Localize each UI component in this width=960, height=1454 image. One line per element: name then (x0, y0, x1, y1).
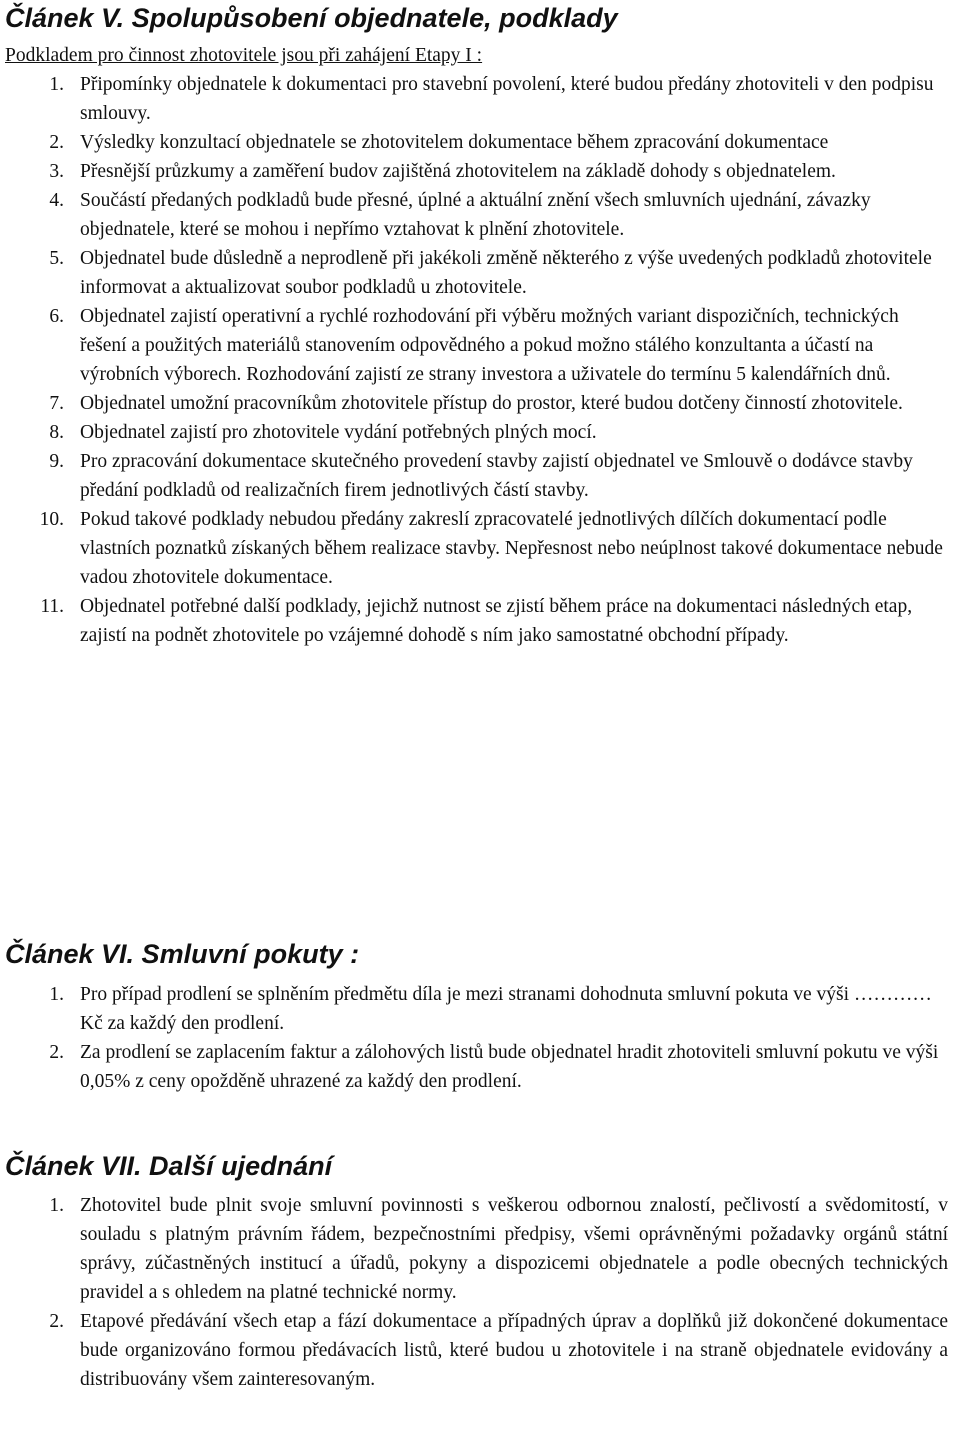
item-number: 11. (40, 596, 64, 617)
article-7-list (0, 1191, 948, 1394)
list-item (0, 592, 948, 650)
list-item (0, 389, 948, 418)
item-text: Zhotovitel bude plnit svoje smluvní povinnosti s veškerou odbornou znalostí, pečlivostí a svědomitostí, v souladu s platným právním řádem, bezpečnostními předpisy, všemi oprávněnými požadavky orgánů státní správy, zúčastněných institucí a úřadů, pokyny a dispozicemi objednatele a podle obecných technických pravidel a s ohledem na platné technické normy. (80, 1195, 948, 1303)
list-item (0, 70, 948, 128)
item-number: 7. (49, 393, 64, 414)
item-number: 2. (49, 132, 64, 153)
item-text: Objednatel zajistí operativní a rychlé rozhodování při výběru možných variant dispozičních, technických řešení a použitých materiálů stanovením odpovědného a pokud možno stálého konzultanta a účastí na výrobních výborech. Rozhodování zajistí ze strany investora a uživatele do termínu 5 kalendářních dnů. (80, 306, 899, 385)
article-5-intro-text: Podkladem pro činnost zhotovitele jsou při zahájení Etapy I : (5, 45, 483, 66)
article-5-list (0, 70, 948, 650)
list-item (0, 505, 948, 592)
item-number: 1. (49, 74, 64, 95)
item-number: 10. (39, 509, 64, 530)
list-item (0, 980, 948, 1038)
item-number: 8. (49, 422, 64, 443)
article-7-heading: Článek VII. Další ujednání (5, 1151, 333, 1181)
article-5-heading: Článek V. Spolupůsobení objednatele, podklady (5, 3, 618, 33)
item-text: Pro případ prodlení se splněním předmětu díla je mezi stranami dohodnuta smluvní pokuta ve výši ………… Kč za každý den prodlení. (80, 984, 932, 1034)
list-item (0, 1307, 948, 1394)
list-item (0, 1191, 948, 1307)
item-text: Objednatel bude důsledně a neprodleně při jakékoli změně některého z výše uvedených podkladů zhotovitele informovat a aktualizovat soubor podkladů u zhotovitele. (80, 248, 932, 298)
list-item (0, 244, 948, 302)
item-number: 2. (49, 1311, 64, 1332)
list-item (0, 157, 948, 186)
item-number: 9. (49, 451, 64, 472)
item-number: 1. (49, 984, 64, 1005)
item-text: Objednatel zajistí pro zhotovitele vydání potřebných plných mocí. (80, 422, 597, 443)
item-text: Etapové předávání všech etap a fází dokumentace a případných úprav a doplňků již dokončené dokumentace bude organizováno formou předávacích listů, které budou u zhotovitele i na straně objednatele evidovány a distribuovány všem zainteresovaným. (80, 1311, 948, 1390)
list-item (0, 418, 948, 447)
item-number: 4. (49, 190, 64, 211)
list-item (0, 447, 948, 505)
item-text: Součástí předaných podkladů bude přesné, úplné a aktuální znění všech smluvních ujednání, závazky objednatele, které se mohou i nepřímo vztahovat k plnění zhotovitele. (80, 190, 871, 240)
item-text: Výsledky konzultací objednatele se zhotovitelem dokumentace během zpracování dokumentace (80, 132, 829, 153)
article-5-intro (5, 41, 482, 70)
article-6-list (0, 980, 948, 1096)
article-6-heading: Článek VI. Smluvní pokuty : (5, 939, 360, 969)
list-item (0, 186, 948, 244)
item-number: 5. (49, 248, 64, 269)
item-text: Připomínky objednatele k dokumentaci pro stavební povolení, které budou předány zhotoviteli v den podpisu smlouvy. (80, 74, 934, 124)
item-text: Objednatel potřebné další podklady, jejichž nutnost se zjistí během práce na dokumentaci následných etap, zajistí na podnět zhotovitele po vzájemné dohodě s ním jako samostatné obchodní případy. (80, 596, 913, 646)
item-number: 1. (49, 1195, 64, 1216)
item-text: Objednatel umožní pracovníkům zhotovitele přístup do prostor, které budou dotčeny činností zhotovitele. (80, 393, 903, 414)
list-item (0, 128, 948, 157)
item-number: 3. (49, 161, 64, 182)
item-text: Za prodlení se zaplacením faktur a zálohových listů bude objednatel hradit zhotoviteli smluvní pokutu ve výši 0,05% z ceny opožděně uhrazené za každý den prodlení. (80, 1042, 939, 1092)
item-text: Pokud takové podklady nebudou předány zakreslí zpracovatelé jednotlivých dílčích dokumentací podle vlastních poznatků získaných během realizace stavby. Nepřesnost nebo neúplnost takové dokumentace nebude vadou zhotovitele dokumentace. (80, 509, 943, 588)
item-number: 6. (49, 306, 64, 327)
list-item (0, 302, 948, 389)
list-item (0, 1038, 948, 1096)
item-number: 2. (49, 1042, 64, 1063)
item-text: Přesnější průzkumy a zaměření budov zajištěná zhotovitelem na základě dohody s objednatelem. (80, 161, 836, 182)
item-text: Pro zpracování dokumentace skutečného provedení stavby zajistí objednatel ve Smlouvě o dodávce stavby předání podkladů od realizačních firem jednotlivých částí stavby. (80, 451, 913, 501)
